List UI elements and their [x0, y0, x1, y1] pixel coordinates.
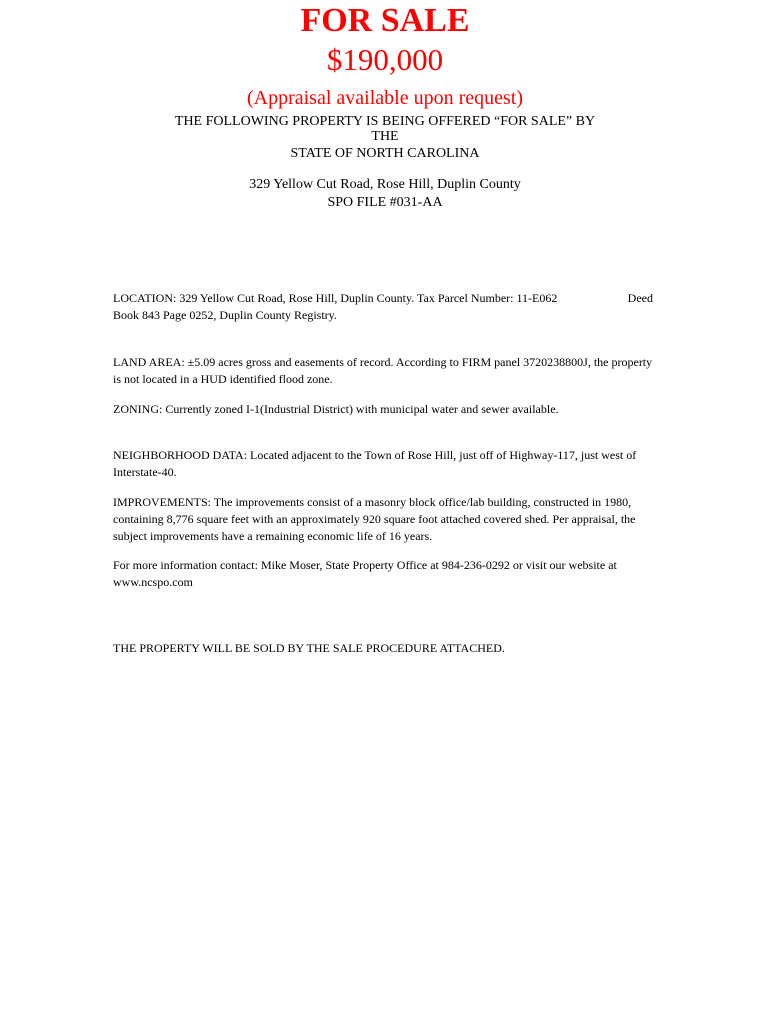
state-name: STATE OF NORTH CAROLINA	[290, 146, 480, 161]
location-text: LOCATION: 329 Yellow Cut Road, Rose Hill, Duplin County. Tax Parcel Number: 11-E062	[113, 291, 558, 305]
offer-line-1: THE FOLLOWING PROPERTY IS BEING OFFERED “FOR SALE” BY	[174, 114, 596, 129]
location-row	[113, 290, 653, 307]
appraisal-note: (Appraisal available upon request)	[246, 87, 523, 109]
location-registry-text: Book 843 Page 0252, Duplin County Registry.	[113, 308, 337, 322]
location-paragraph	[113, 290, 653, 324]
spo-file-number: SPO FILE #031-AA	[327, 195, 443, 210]
land-area-paragraph: LAND AREA: ±5.09 acres gross and easements of record. According to FIRM panel 3720238800J, the property is not located in a HUD identified flood zone.	[113, 355, 653, 386]
property-address: 329 Yellow Cut Road, Rose Hill, Duplin County	[249, 177, 521, 192]
location-deed-text: Deed	[627, 291, 653, 305]
neighborhood-paragraph: NEIGHBORHOOD DATA: Located adjacent to the Town of Rose Hill, just off of Highway-117, just west of Interstate-40.	[113, 448, 637, 479]
sale-price: $190,000	[326, 42, 444, 77]
contact-paragraph: For more information contact: Mike Moser, State Property Office at 984-236-0292 or visit our website at www.ncspo.com	[113, 558, 617, 589]
sale-procedure-statement: THE PROPERTY WILL BE SOLD BY THE SALE PROCEDURE ATTACHED.	[113, 641, 505, 655]
zoning-paragraph: ZONING: Currently zoned I-1(Industrial District) with municipal water and sewer available.	[113, 402, 559, 416]
offer-statement	[150, 114, 620, 144]
improvements-paragraph: IMPROVEMENTS: The improvements consist of a masonry block office/lab building, constructed in 1980, containing 8,776 square feet with an approximately 920 square foot attached covered shed. Per appraisal, the subject improvements have a remaining economic life of 16 years.	[113, 495, 636, 543]
for-sale-heading: FOR SALE	[300, 2, 470, 39]
offer-line-2: THE	[371, 129, 399, 144]
